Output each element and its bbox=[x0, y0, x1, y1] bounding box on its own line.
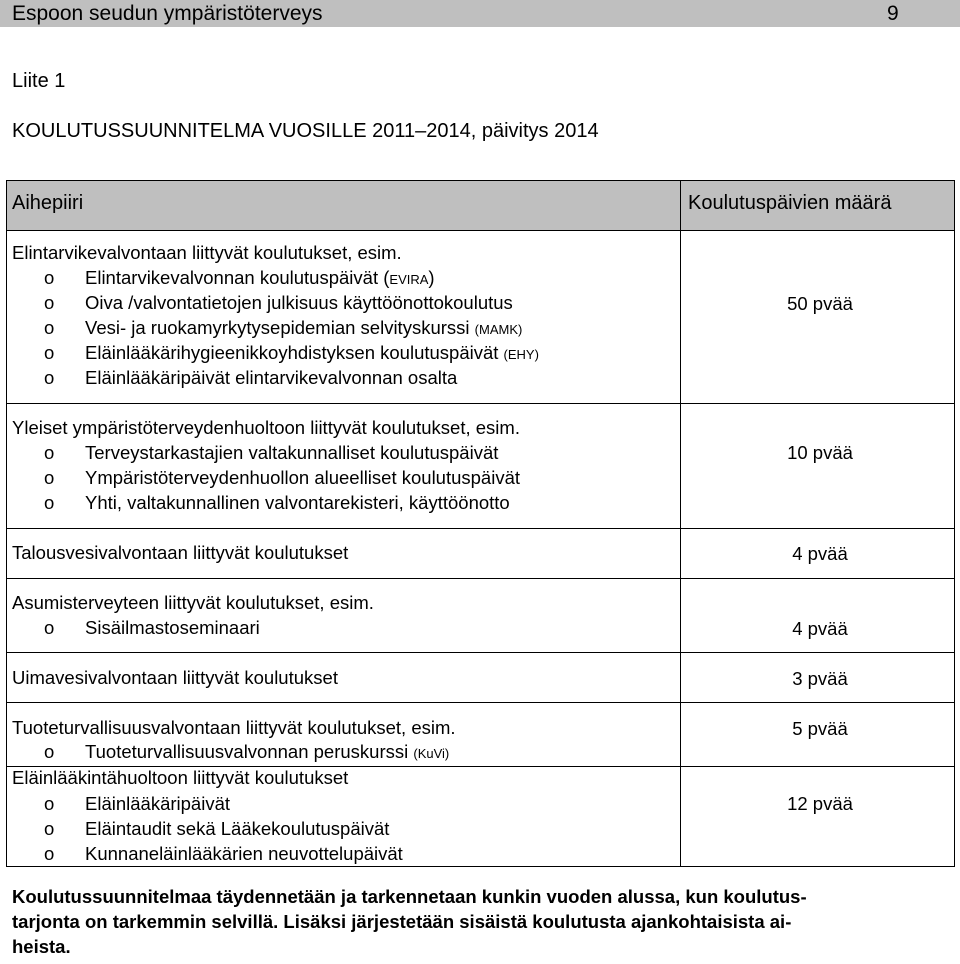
days-value: 50 pvää bbox=[787, 293, 853, 314]
header-org: Espoon seudun ympäristöterveys bbox=[12, 2, 323, 25]
column-header-days: Koulutuspäivien määrä bbox=[688, 192, 892, 214]
row-separator bbox=[6, 578, 954, 579]
list-bullet: o bbox=[44, 818, 55, 839]
table-left-border bbox=[6, 180, 7, 867]
list-item: Kunnaneläinlääkärien neuvottelupäivät bbox=[85, 843, 403, 864]
list-bullet: o bbox=[44, 442, 55, 463]
row-separator bbox=[6, 528, 954, 529]
list-item: Vesi- ja ruokamyrkytysepidemian selvityskurssi (MAMK) bbox=[85, 317, 523, 338]
list-item: Eläinlääkärihygieenikkoyhdistyksen koulutuspäivät (EHY) bbox=[85, 342, 539, 363]
list-item: Ympäristöterveydenhuollon alueelliset koulutuspäivät bbox=[85, 467, 521, 488]
list-bullet: o bbox=[44, 467, 55, 488]
row-separator bbox=[6, 652, 954, 653]
list-item: Elintarvikevalvonnan koulutuspäivät (EVIRA) bbox=[85, 267, 435, 288]
list-bullet: o bbox=[44, 793, 55, 814]
table-bottom-border bbox=[6, 866, 954, 867]
days-value: 10 pvää bbox=[787, 442, 853, 463]
section-heading: Uimavesivalvontaan liittyvät koulutukset bbox=[12, 667, 338, 688]
note-line: tarjonta on tarkemmin selvillä. Lisäksi järjestetään sisäistä koulutusta ajankohtaisista ai- bbox=[12, 911, 792, 932]
section-heading: Elintarvikevalvontaan liittyvät koulutukset, esim. bbox=[12, 242, 402, 263]
note-line: heista. bbox=[12, 936, 71, 957]
section-heading: Yleiset ympäristöterveydenhuoltoon liittyvät koulutukset, esim. bbox=[12, 417, 520, 438]
list-bullet: o bbox=[44, 617, 55, 638]
days-value: 4 pvää bbox=[792, 543, 848, 564]
list-bullet: o bbox=[44, 317, 55, 338]
list-item: Eläinlääkäripäivät elintarvikevalvonnan osalta bbox=[85, 367, 458, 388]
days-value: 4 pvää bbox=[792, 618, 848, 639]
note-line: Koulutussuunnitelmaa täydennetään ja tarkennetaan kunkin vuoden alussa, kun koulutus- bbox=[12, 886, 807, 907]
closing-note bbox=[12, 884, 952, 959]
section-heading: Tuoteturvallisuusvalvontaan liittyvät koulutukset, esim. bbox=[12, 717, 456, 738]
list-bullet: o bbox=[44, 367, 55, 388]
days-value: 3 pvää bbox=[792, 668, 848, 689]
header-bottom-border bbox=[6, 230, 954, 231]
list-item: Eläinlääkäripäivät bbox=[85, 793, 231, 814]
list-bullet: o bbox=[44, 843, 55, 864]
section-heading: Eläinlääkintähuoltoon liittyvät koulutukset bbox=[12, 767, 349, 788]
days-value: 5 pvää bbox=[792, 718, 848, 739]
document-title: KOULUTUSSUUNNITELMA VUOSILLE 2011–2014, päivitys 2014 bbox=[12, 120, 599, 142]
list-bullet: o bbox=[44, 492, 55, 513]
page-number: 9 bbox=[887, 2, 899, 25]
list-bullet: o bbox=[44, 741, 55, 762]
list-item: Tuoteturvallisuusvalvonnan peruskurssi (KuVi) bbox=[85, 741, 450, 762]
section-heading: Asumisterveyteen liittyvät koulutukset, esim. bbox=[12, 592, 374, 613]
list-bullet: o bbox=[44, 342, 55, 363]
section-heading: Talousvesivalvontaan liittyvät koulutukset bbox=[12, 542, 349, 563]
table-top-border bbox=[6, 180, 954, 181]
appendix-label: Liite 1 bbox=[12, 70, 66, 92]
list-item: Yhti, valtakunnallinen valvontarekisteri, käyttöönotto bbox=[85, 492, 510, 513]
list-bullet: o bbox=[44, 292, 55, 313]
list-item: Eläintaudit sekä Lääkekoulutuspäivät bbox=[85, 818, 390, 839]
list-item: Oiva /valvontatietojen julkisuus käyttöönottokoulutus bbox=[85, 292, 513, 313]
list-item: Sisäilmastoseminaari bbox=[85, 617, 260, 638]
list-item: Terveystarkastajien valtakunnalliset koulutuspäivät bbox=[85, 442, 499, 463]
row-separator bbox=[6, 702, 954, 703]
column-header-topic: Aihepiiri bbox=[12, 192, 84, 214]
page-header bbox=[0, 0, 960, 27]
days-value: 12 pvää bbox=[787, 793, 853, 814]
list-bullet: o bbox=[44, 267, 55, 288]
column-divider bbox=[680, 180, 681, 867]
table-right-border bbox=[954, 180, 955, 867]
row-separator bbox=[6, 403, 954, 404]
